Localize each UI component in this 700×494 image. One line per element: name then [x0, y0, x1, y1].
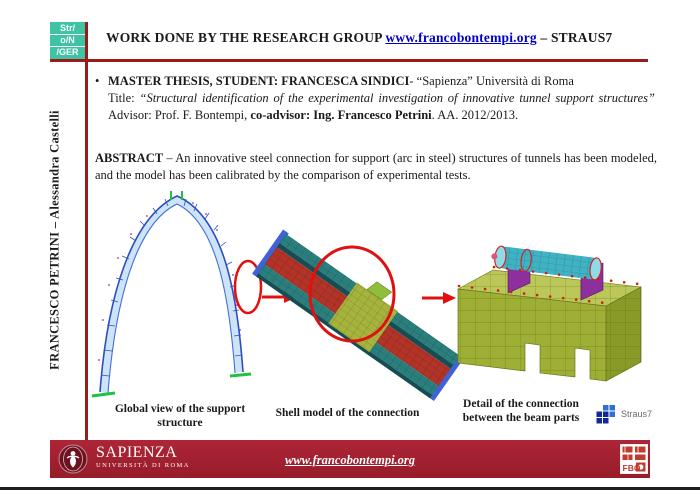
footer-link[interactable]: www.francobontempi.org: [284, 453, 416, 467]
fbo-label: FBO: [622, 463, 641, 473]
university-name: SAPIENZA: [96, 444, 178, 461]
fbo-seal-logo: [620, 444, 648, 474]
thesis-text: [108, 73, 655, 124]
stronger-logo-line: o/N: [50, 35, 85, 47]
straus7-logo: [596, 404, 652, 424]
thesis-advisor-text: Advisor: Prof. F. Bontempi,: [108, 108, 251, 122]
stronger-logo-line: Str/: [50, 23, 85, 35]
university-subtitle: UNIVERSITÀ DI ROMA: [96, 462, 190, 469]
thesis-title-italic: “Structural identification of the experimental investigation of innovative tunnel support structures”: [139, 91, 655, 105]
caption-connection-detail: Detail of the connection between the beam parts: [462, 398, 580, 424]
stronger-group-logo: [50, 22, 85, 59]
caption-shell-model: Shell model of the connection: [275, 407, 420, 419]
caption-global-view: Global view of the support structure: [114, 403, 246, 429]
research-group-link[interactable]: www.francobontempi.org: [385, 30, 537, 45]
thesis-intro-rest: - “Sapienza” Università di Roma: [409, 74, 574, 88]
abstract-text: – An innovative steel connection for support (arc in steel) structures of tunnels has been modeled, and the model has been calibrated by the comparison of experimental tests.: [95, 151, 657, 182]
straus7-label: Straus7: [621, 409, 653, 419]
footer-bar: [50, 440, 650, 478]
thesis-coadvisor-bold: co-advisor: Ing. Francesco Petrini: [250, 108, 432, 122]
abstract-label: ABSTRACT: [95, 151, 164, 165]
header-title-prefix: WORK DONE BY THE RESEARCH GROUP: [106, 30, 386, 45]
vertical-author-text: FRANCESCO PETRINI – Alessandra Castelli: [47, 110, 62, 370]
thesis-title-label: Title:: [108, 91, 140, 105]
arrow-right-icon: [422, 292, 456, 304]
header-divider-line: [50, 59, 648, 62]
figures-canvas: [85, 190, 655, 405]
straus7-icon: [596, 404, 616, 424]
connection-detail-figure: [458, 245, 641, 381]
global-view-figure: [92, 191, 251, 396]
page-title: [106, 30, 651, 46]
thesis-year-text: . AA. 2012/2013.: [431, 108, 519, 122]
abstract-paragraph: [95, 150, 657, 184]
stronger-logo-line: /GER: [56, 47, 79, 57]
bullet-marker: •: [95, 74, 100, 88]
thesis-bold-intro: MASTER THESIS, STUDENT: FRANCESCA SINDICI: [108, 74, 410, 88]
bottom-border-line: [0, 487, 700, 490]
header-title-suffix: – STRAUS7: [536, 30, 613, 45]
thesis-paragraph: [95, 73, 655, 124]
